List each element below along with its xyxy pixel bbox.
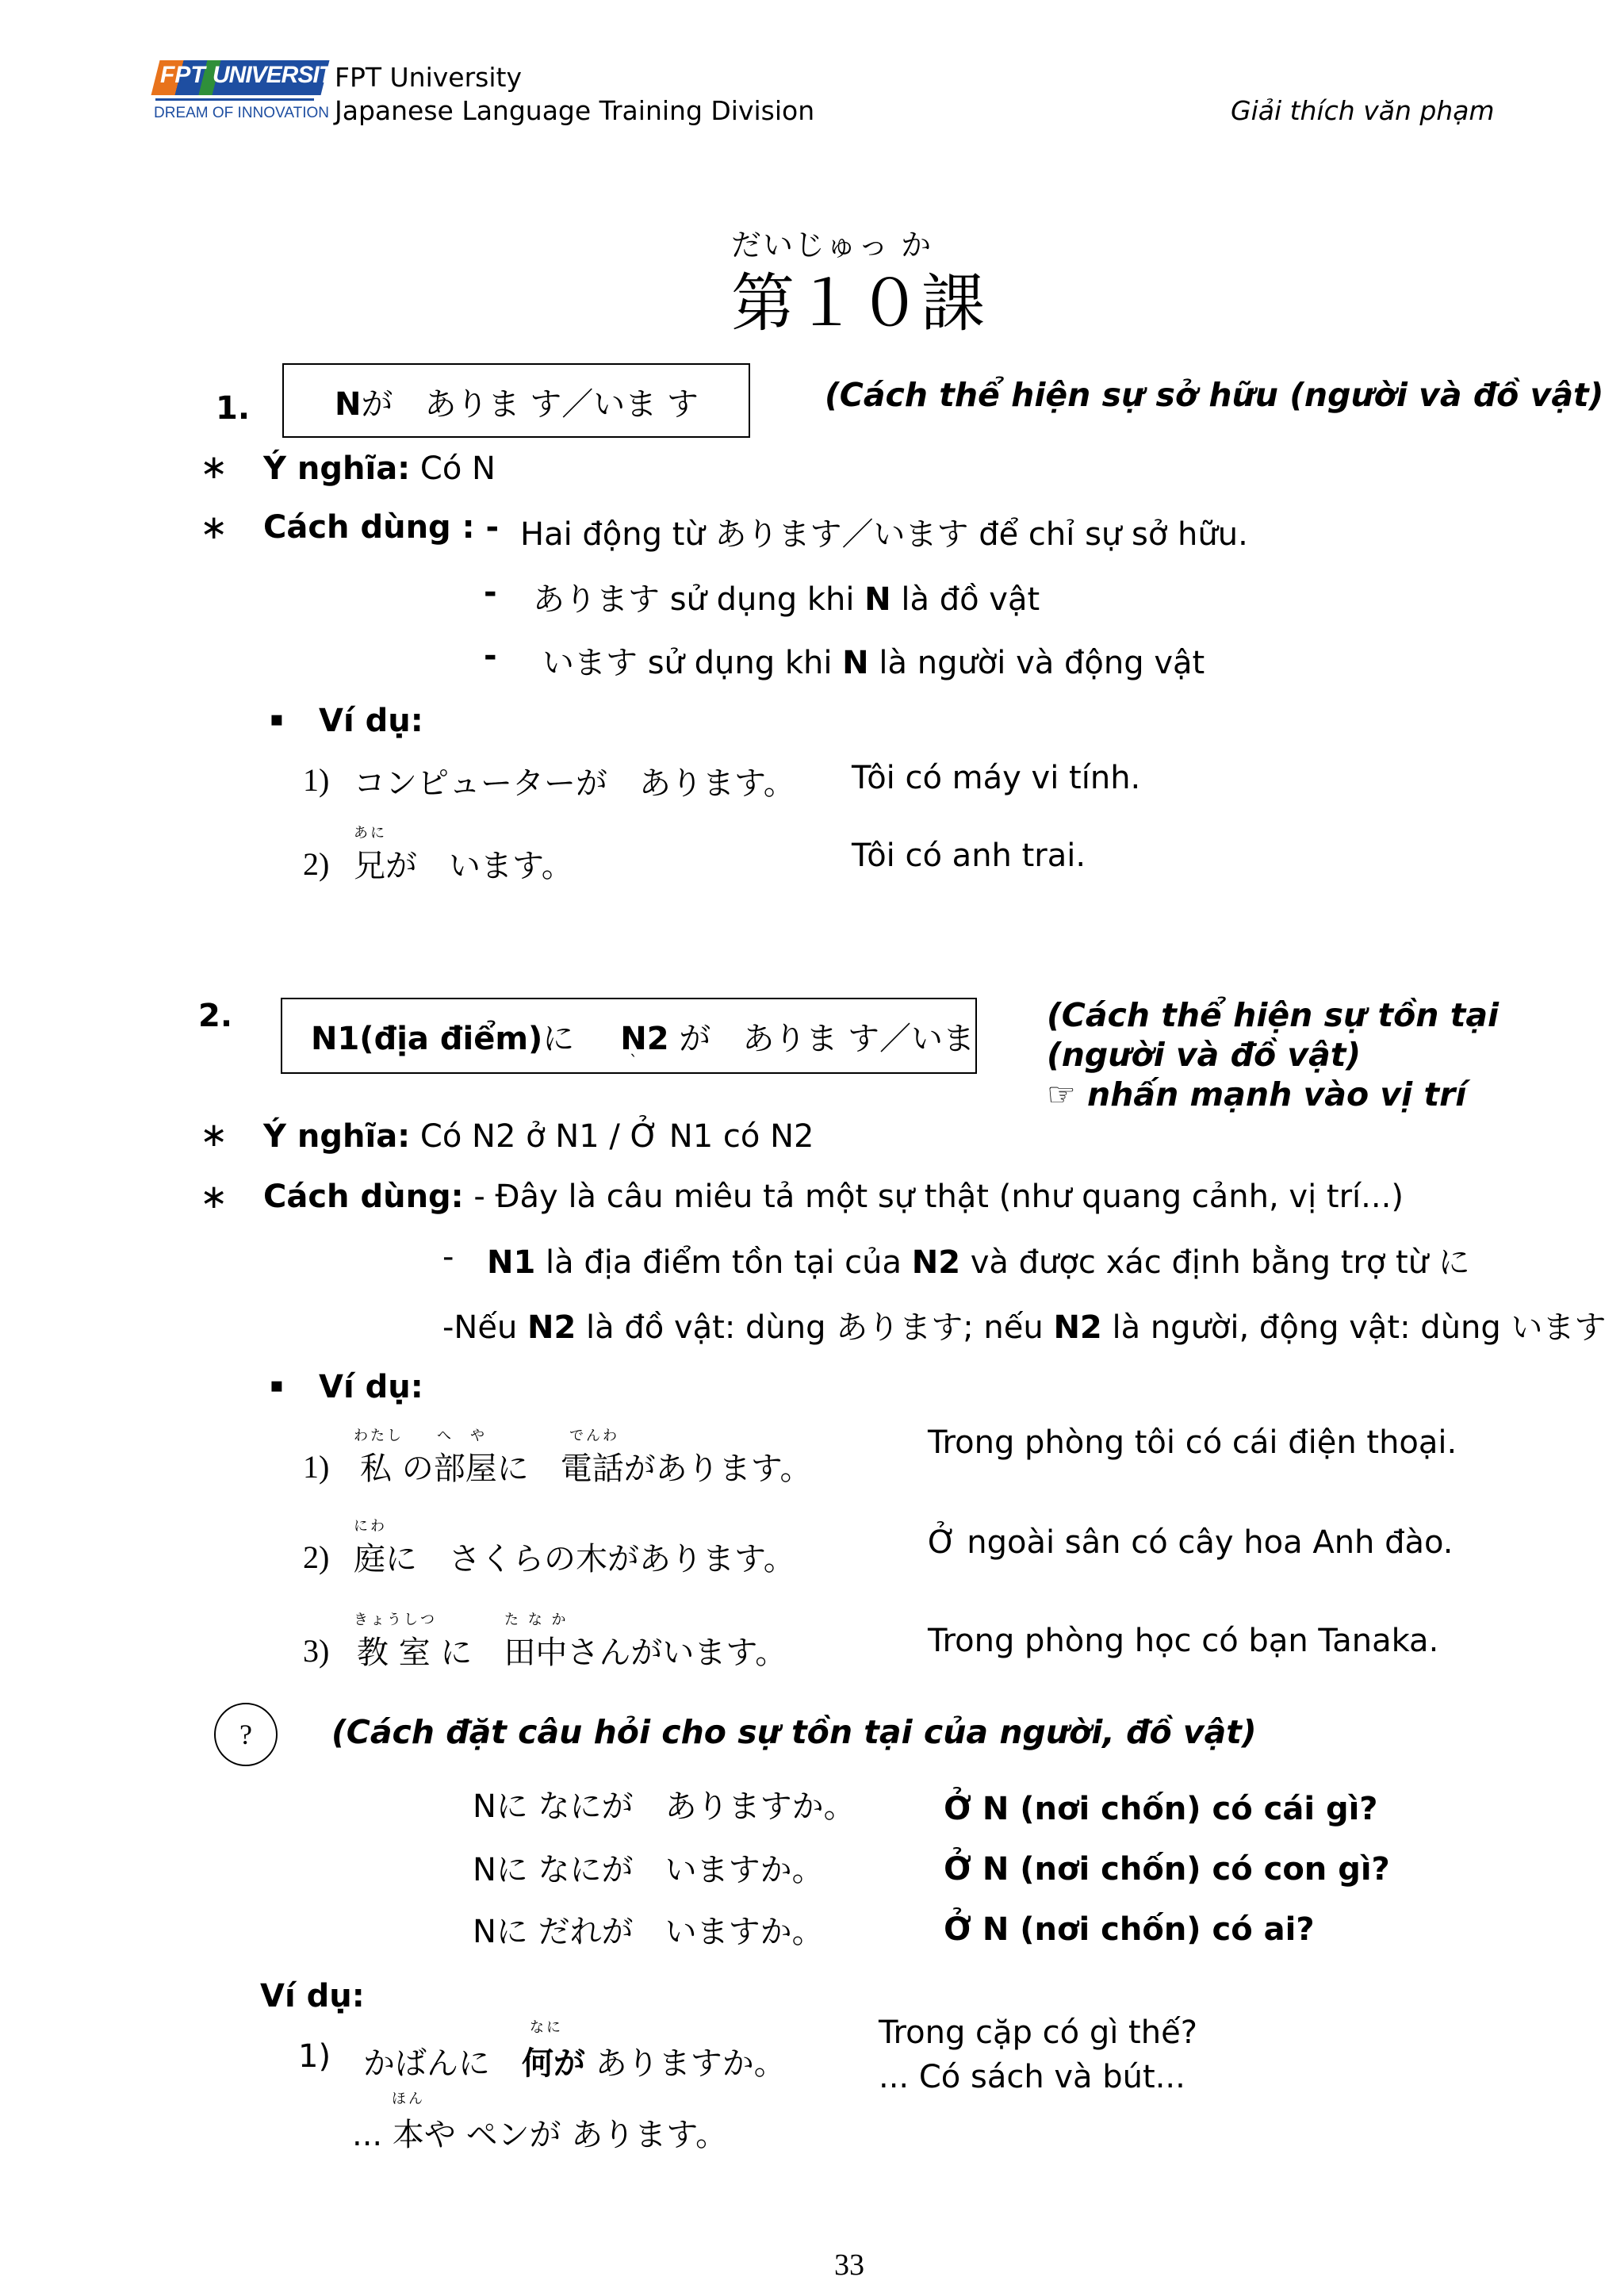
section2-number: 2. [198,998,233,1034]
section2-usage-line2: N1 là địa điểm tồn tại của N2 và được xác định bằng trợ từ に [487,1244,1470,1281]
section1-usage-line3: います sử dụng khi N là người và động vật [542,645,1205,681]
question-pattern-jp: Nに なにが ありますか。 [473,1788,856,1825]
section2-example-ruby: きょうしつ [354,1612,437,1628]
section2-example-ruby: た な か [504,1612,569,1628]
section1-usage-line2: あります sử dụng khi N là đồ vật [533,581,1040,618]
section2-description-2: (người và đồ vật) [1047,1036,1362,1074]
doc-type: Giải thích văn phạm [1231,95,1495,126]
section2-example-num: 2) [303,1539,330,1575]
section2-example-jp: 庭に さくらの木があります。 [354,1541,795,1577]
section2-example-jp: 私 の部屋に 電話があります。 [360,1451,812,1487]
section1-meaning-label: Ý nghĩa: [263,450,411,487]
section1-example-num: 2) [303,846,330,882]
section1-meaning [263,450,496,487]
org-division: Japanese Language Training Division [335,95,815,126]
section1-description: (Cách thể hiện sự sở hữu (người và đồ vật) [825,376,1604,414]
section2-pattern-n2: N2 [620,1021,669,1057]
section2-example-jp: 教 室 に 田中さんがいます。 [357,1635,787,1671]
section2-pattern-place: N1(địa điểm) [311,1021,543,1057]
section2-example-ruby: にわ [354,1518,387,1535]
org-name: FPT University [335,62,522,93]
section2-meaning [263,1118,814,1155]
section2-pattern-box: N1(địa điểm)に N2 が ありま す／いま ` [281,998,977,1074]
section1-usage-line2-dash: - [484,574,497,611]
section2-meaning-label: Ý nghĩa: [263,1118,411,1155]
logo-university-text: UNIVERSITY [213,62,348,88]
section2-description-1: (Cách thể hiện sự tồn tại [1047,996,1500,1034]
lesson-title: 第１０課 [731,266,985,340]
question-pattern-vi: Ở N (nơi chốn) có con gì? [944,1851,1390,1888]
section2-examples-label: Ví dụ: [319,1369,423,1405]
question-example-vi-2: ... Có sách và bút... [879,2059,1185,2095]
question-pattern-vi: Ở N (nơi chốn) có cái gì? [944,1791,1378,1827]
section1-meaning-bullet: ∗ [200,447,228,486]
section1-meaning-text: Có N [410,450,496,487]
question-icon: ? [214,1703,278,1766]
question-pattern-jp: Nに だれが いますか。 [473,1914,824,1950]
question-examples-label: Ví dụ: [260,1978,365,2014]
section1-example-ruby: あに [354,825,387,841]
question-example-ruby: ほん [392,2091,425,2107]
section1-examples-label: Ví dụ: [319,703,423,739]
section1-example-vi: Tôi có máy vi tính. [852,760,1141,796]
question-example-answer: ... 本や ペンが あります。 [352,2117,728,2153]
section1-example-jp: コンピューターが あります。 [354,765,795,802]
section2-example-num: 3) [303,1633,330,1669]
section1-example-vi: Tôi có anh trai. [852,838,1086,874]
section2-example-vi: Ở ngoài sân có cây hoa Anh đào. [928,1524,1454,1561]
question-example-ruby: なに [530,2019,563,2036]
section1-example-num: 1) [303,762,330,798]
section2-description-3: ☞ nhấn mạnh vào vị trí [1047,1075,1467,1114]
section1-examples-bullet: ▪ [270,707,284,731]
question-example-question: かばんに 何が ありますか。 [363,2045,786,2082]
section2-usage-line3: -Nếu N2 là đồ vật: dùng あります; nếu N2 là người, động vật: dùng います [442,1309,1607,1346]
section1-number: 1. [216,390,251,427]
logo-fpt-text: FPT [160,62,205,88]
section2-meaning-text: Có N2 ở N1 / Ở N1 có N2 [410,1118,814,1155]
question-example-vi-1: Trong cặp có gì thế? [879,2014,1197,2051]
section2-example-vi: Trong phòng học có bạn Tanaka. [928,1623,1439,1659]
section2-usage-bullet: ∗ [200,1177,228,1216]
section1-usage-line1: Hai động từ あります／います để chỉ sự sở hữu. [520,516,1248,553]
question-title: (Cách đặt câu hỏi cho sự tồn tại của người, đồ vật) [331,1713,1257,1751]
section2-usage-line1: Cách dùng: - Đây là câu miêu tả một sự thật (như quang cảnh, vị trí...) [263,1179,1404,1215]
section1-pattern-n: N [335,386,362,423]
question-example-num: 1) [298,2038,331,2075]
pointing-hand-icon: ☞ [1047,1075,1076,1114]
logo-tagline: DREAM OF INNOVATION [154,105,329,121]
section2-example-ruby: わたし へ や [354,1428,487,1444]
question-pattern-vi: Ở N (nơi chốn) có ai? [944,1911,1315,1948]
section1-pattern-box [282,363,750,438]
section1-pattern-rest: が ありま す／いま す [361,386,699,423]
lesson-reading: だいじゅっ か [731,228,933,263]
section1-example-jp: 兄が います。 [354,848,573,884]
section2-examples-bullet: ▪ [270,1374,284,1397]
section2-example-vi: Trong phòng tôi có cái điện thoại. [928,1424,1457,1461]
section2-pattern-cut: ` [630,1052,638,1071]
section1-usage-bullet: ∗ [200,508,228,546]
section2-meaning-bullet: ∗ [200,1115,228,1154]
section2-example-num: 1) [303,1449,330,1485]
section2-example-ruby: でんわ [569,1428,619,1444]
page-number: 33 [834,2248,864,2282]
question-pattern-jp: Nに なにが いますか。 [473,1852,824,1888]
section1-usage-line3-dash: - [484,638,497,674]
section2-usage-line2-dash: - [442,1239,454,1275]
section2-usage-label: Cách dùng: [263,1179,464,1215]
section1-usage-label: Cách dùng : - [263,509,500,546]
